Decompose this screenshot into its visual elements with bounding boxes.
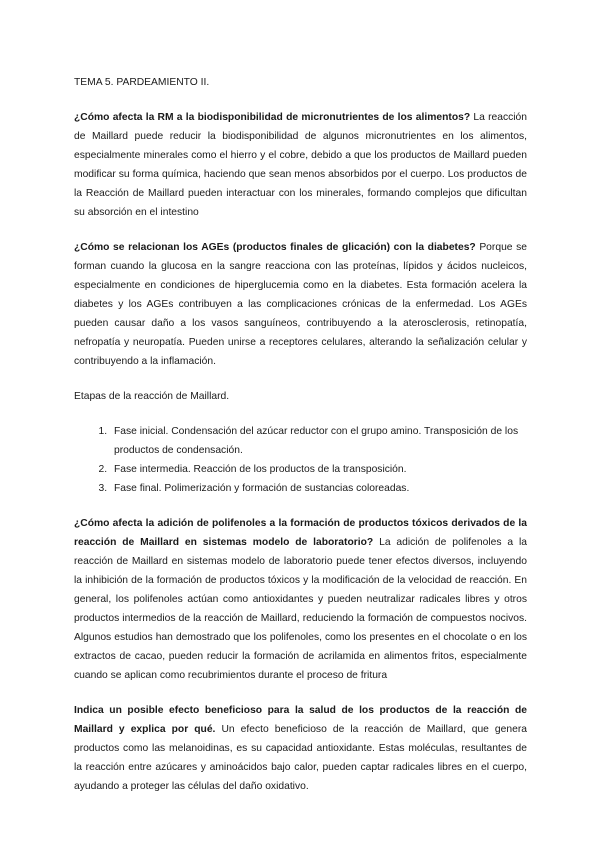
question-text: ¿Cómo afecta la RM a la biodisponibilidad de micronutrientes de los alimentos? — [74, 112, 471, 123]
document-page — [74, 73, 527, 812]
list-item: 3. Fase final. Polimerización y formación de sustancias coloreadas. — [110, 479, 527, 498]
answer-text: Porque se forman cuando la glucosa en la sangre reacciona con las proteínas, lípidos y ácidos nucleicos, especialmente en condiciones de hiperglucemia como en la diabetes. Esta formación acelera la diabetes y los AGEs contribuyen a las complicaciones crónicas de la enfermedad. Los AGEs pueden causar daño a los vasos sanguíneos, contribuyendo a la aterosclerosis, retinopatía, nefropatía y neuropatía. Pueden unirse a receptores celulares, alterando la señalización celular y contribuyendo a la inflamación. — [74, 242, 527, 367]
question-text: ¿Cómo se relacionan los AGEs (productos finales de glicación) con la diabetes? — [74, 242, 476, 253]
page-title: TEMA 5. PARDEAMIENTO II. — [74, 77, 210, 88]
stages-list — [74, 422, 527, 498]
list-item: 2. Fase intermedia. Reacción de los productos de la transposición. — [110, 460, 527, 479]
paragraph-beneficial-effect — [74, 701, 527, 796]
list-item: 1. Fase inicial. Condensación del azúcar reductor con el grupo amino. Transposición de los productos de condensación. — [110, 422, 527, 460]
answer-text: Un efecto beneficioso de la reacción de Maillard, que genera productos como las melanoidinas, es su capacidad antioxidante. Estas moléculas, resultantes de la reacción entre azúcares y aminoácidos bajo calor, pueden captar radicales libres en el cuerpo, ayudando a proteger las células del daño oxidativo. — [74, 724, 527, 792]
answer-text: La reacción de Maillard puede reducir la biodisponibilidad de algunos micronutrientes en los alimentos, especialmente minerales como el hierro y el cobre, debido a que los productos de Maillard pueden modificar su forma química, haciendo que sean menos absorbidos por el cuerpo. Los productos de la Reacción de Maillard pueden interactuar con los minerales, formando complejos que dificultan su absorción en el intestino — [74, 112, 527, 218]
answer-text: La adición de polifenoles a la reacción de Maillard en sistemas modelo de laboratorio puede tener efectos diversos, incluyendo la inhibición de la formación de productos tóxicos y la modificación de la velocidad de reacción. En general, los polifenoles actúan como antioxidantes y pueden neutralizar radicales libres y otros productos intermedios de la reacción de Maillard, reduciendo la formación de compuestos nocivos. Algunos estudios han demostrado que los polifenoles, como los presentes en el chocolate o en los extractos de cacao, pueden reducir la formación de acrilamida en alimentos fritos, especialmente cuando se aplican como recubrimientos durante el proceso de fritura — [74, 537, 527, 681]
paragraph-rm-bioavailability — [74, 108, 527, 222]
question-text: Indica un posible efecto beneficioso para la salud de los productos de la reacción de Maillard y explica por qué. — [74, 705, 527, 735]
stages-heading: Etapas de la reacción de Maillard. — [74, 391, 230, 402]
question-text: ¿Cómo afecta la adición de polifenoles a la formación de productos tóxicos derivados de la reacción de Maillard en sistemas modelo de laboratorio? — [74, 518, 527, 548]
paragraph-ages-diabetes — [74, 238, 527, 371]
paragraph-polyphenols — [74, 514, 527, 685]
